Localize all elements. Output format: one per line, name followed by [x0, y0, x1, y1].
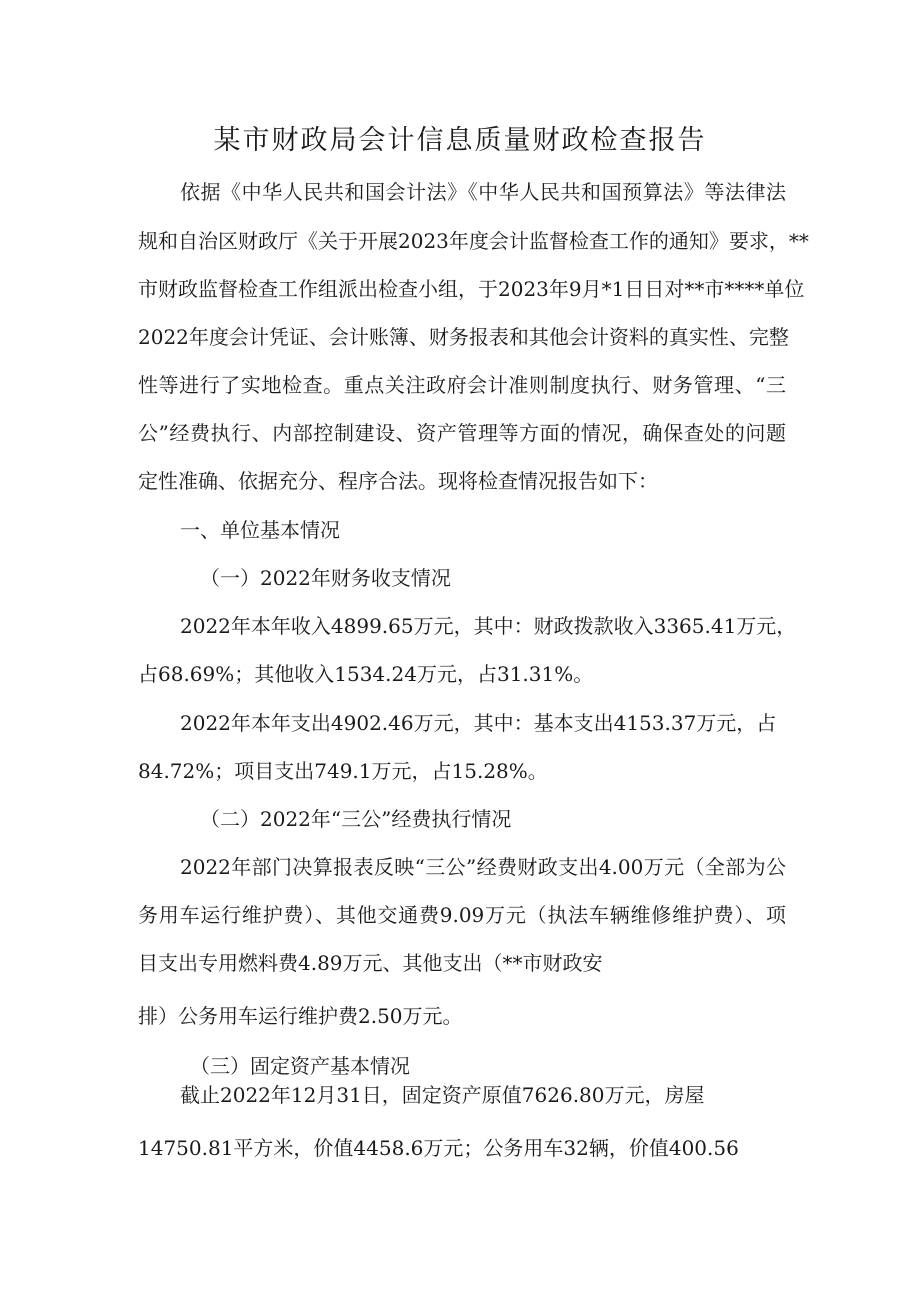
section-heading: 一、单位基本情况	[180, 518, 340, 542]
sangong-line: 务用车运行维护费）、其他交通费9.09万元（执法车辆维修维护费）、项	[138, 903, 786, 927]
subsection-heading: （一）2022年财务收支情况	[200, 566, 451, 590]
subsection-heading: （三）固定资产基本情况	[190, 1054, 410, 1078]
intro-line: 市财政监督检查工作组派出检查小组，于2023年9月*1日日对**市****单位	[138, 277, 805, 301]
sangong-line: 排）公务用车运行维护费2.50万元。	[138, 1004, 463, 1028]
intro-line: 性等进行了实地检查。重点关注政府会计准则制度执行、财务管理、“三	[138, 373, 786, 397]
intro-line: 2022年度会计凭证、会计账簿、财务报表和其他会计资料的真实性、完整	[138, 325, 789, 349]
intro-line: 定性准确、依据充分、程序合法。现将检查情况报告如下：	[138, 469, 658, 493]
sangong-line: 2022年部门决算报表反映“三公”经费财政支出4.00万元（全部为公	[180, 855, 786, 879]
income-line: 2022年本年收入4899.65万元，其中：财政拨款收入3365.41万元，	[180, 614, 797, 638]
assets-line: 14750.81平方米，价值4458.6万元；公务用车32辆，价值400.56	[138, 1136, 739, 1160]
assets-line: 截止2022年12月31日，固定资产原值7626.80万元，房屋	[180, 1083, 705, 1107]
subsection-heading: （二）2022年“三公”经费执行情况	[200, 807, 512, 831]
expense-line: 2022年本年支出4902.46万元，其中：基本支出4153.37万元，占	[180, 711, 777, 735]
document-title: 某市财政局会计信息质量财政检查报告	[213, 125, 707, 156]
intro-line: 依据《中华人民共和国会计法》《中华人民共和国预算法》等法律法	[180, 180, 786, 204]
intro-line: 公”经费执行、内部控制建设、资产管理等方面的情况，确保查处的问题	[138, 421, 786, 445]
expense-line: 84.72%；项目支出749.1万元，占15.28%。	[138, 759, 548, 783]
sangong-line: 目支出专用燃料费4.89万元、其他支出（**市财政安	[138, 951, 603, 975]
income-line: 占68.69%；其他收入1534.24万元，占31.31%。	[138, 662, 594, 686]
intro-line: 规和自治区财政厅《关于开展2023年度会计监督检查工作的通知》要求，**	[138, 229, 809, 253]
